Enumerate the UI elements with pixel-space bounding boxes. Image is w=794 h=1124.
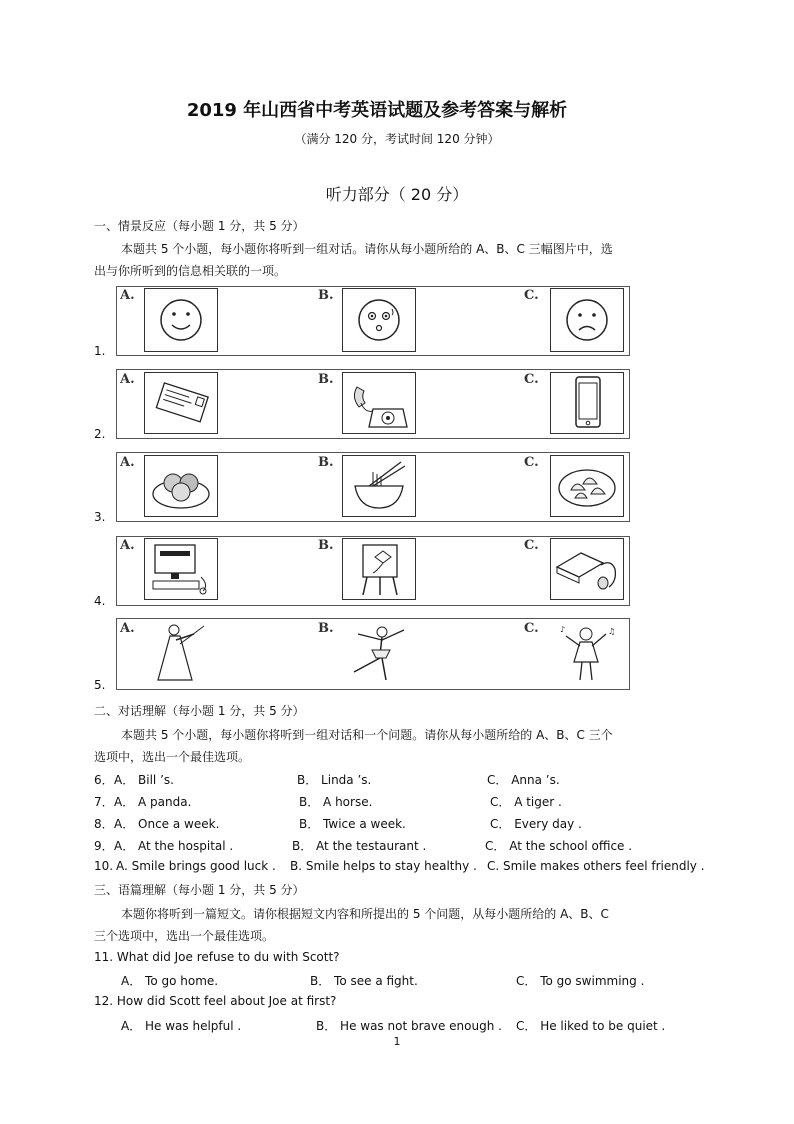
option-letter-a: A.	[120, 538, 135, 553]
choice-c: C． He liked to be quiet .	[516, 1019, 666, 1033]
choice-b: B． To see a fight.	[310, 974, 418, 988]
choice-c: C． Anna ’s.	[487, 773, 560, 787]
option-letter-a: A.	[120, 455, 135, 470]
part1-heading: 一、情景反应（每小题 1 分，共 5 分）	[94, 219, 305, 233]
option-letter-c: C.	[524, 455, 539, 470]
option-letter-b: B.	[318, 288, 334, 303]
part3-instruction-line2: 三个选项中，选出一个最佳选项。	[94, 929, 275, 943]
question-text: 11. What did Joe refuse to du with Scott?	[94, 950, 340, 964]
choice-b: B. Smile helps to stay healthy .	[290, 859, 477, 873]
choice-b: B． At the testaurant .	[292, 839, 427, 853]
row-number: 2.	[94, 427, 106, 441]
option-letter-b: B.	[318, 621, 334, 636]
question-text: 12. How did Scott feel about Joe at first?	[94, 994, 337, 1008]
svg-text:♫: ♫	[608, 627, 616, 636]
choice-a: A. Smile brings good luck .	[116, 859, 276, 873]
telephone-icon	[342, 372, 416, 434]
choice-a: A． At the hospital .	[114, 839, 234, 853]
choice-c: C. Smile makes others feel friendly .	[487, 859, 705, 873]
violin-player-icon	[136, 620, 216, 684]
page-number: 1	[393, 1035, 401, 1048]
choice-a: A． A panda.	[114, 795, 192, 809]
part2-heading: 二、对话理解（每小题 1 分，共 5 分）	[94, 704, 305, 718]
part1-instruction-line1: 本题共 5 个小题，每小题你将听到一组对话。请你从每小题所给的 A、B、C 三幅图片中，选	[121, 242, 613, 256]
option-letter-a: A.	[120, 288, 135, 303]
part2-instruction-line1: 本题共 5 个小题，每小题你将听到一组对话和一个问题。请你从每小题所给的 A、B、C 三个	[121, 728, 613, 742]
choice-a: A． To go home.	[121, 974, 219, 988]
mooncakes-icon	[144, 455, 218, 517]
part3-instruction-line1: 本题你将听到一篇短文。请你根据短文内容和所提出的 5 个问题，从每小题所给的 A、B、C	[121, 907, 609, 921]
computer-game-icon	[144, 538, 218, 600]
row-number: 1.	[94, 344, 106, 358]
option-letter-b: B.	[318, 372, 334, 387]
book-headphones-icon	[550, 538, 624, 600]
choice-a: A． Bill ’s.	[114, 773, 174, 787]
worried-face-icon	[342, 288, 416, 352]
choice-b: B． Linda ’s.	[297, 773, 372, 787]
listening-section-title: 听力部分（ 20 分）	[325, 185, 469, 204]
option-letter-a: A.	[120, 621, 135, 636]
question-number: 10.	[94, 859, 114, 873]
smartphone-icon	[550, 372, 624, 434]
noodles-icon	[342, 455, 416, 517]
option-letter-b: B.	[318, 455, 334, 470]
option-letter-a: A.	[120, 372, 135, 387]
part3-heading: 三、语篇理解（每小题 1 分，共 5 分）	[94, 883, 305, 897]
choice-c: C． A tiger .	[490, 795, 562, 809]
choice-c: C． At the school office .	[485, 839, 633, 853]
row-number: 3.	[94, 510, 106, 524]
option-letter-c: C.	[524, 288, 539, 303]
part2-instruction-line2: 选项中，选出一个最佳选项。	[94, 750, 251, 764]
sad-face-icon	[550, 288, 624, 352]
page-title: 2019 年山西省中考英语试题及参考答案与解析	[186, 100, 568, 121]
ballet-dancer-icon	[338, 620, 418, 684]
drawing-easel-icon	[342, 538, 416, 600]
option-letter-c: C.	[524, 621, 539, 636]
row-number: 5.	[94, 678, 106, 692]
choice-a: A． He was helpful .	[121, 1019, 242, 1033]
question-number: 7．	[94, 795, 114, 809]
choice-a: A． Once a week.	[114, 817, 220, 831]
choice-b: B． He was not brave enough .	[316, 1019, 502, 1033]
dumplings-icon	[550, 455, 624, 517]
option-letter-c: C.	[524, 538, 539, 553]
choice-b: B． Twice a week.	[299, 817, 406, 831]
question-number: 8．	[94, 817, 114, 831]
choice-c: C． To go swimming .	[516, 974, 645, 988]
svg-text:♪: ♪	[560, 625, 566, 634]
singer-icon	[546, 620, 626, 684]
choice-c: C． Every day .	[490, 817, 582, 831]
option-letter-b: B.	[318, 538, 334, 553]
choice-b: B． A horse.	[299, 795, 373, 809]
part1-instruction-line2: 出与你所听到的信息相关联的一项。	[94, 264, 287, 278]
smiling-face-icon	[144, 288, 218, 352]
letter-icon	[144, 372, 218, 434]
row-number: 4.	[94, 594, 106, 608]
question-number: 6．	[94, 773, 114, 787]
page-subtitle: （满分 120 分，考试时间 120 分钟）	[294, 132, 500, 146]
option-letter-c: C.	[524, 372, 539, 387]
question-number: 9．	[94, 839, 114, 853]
